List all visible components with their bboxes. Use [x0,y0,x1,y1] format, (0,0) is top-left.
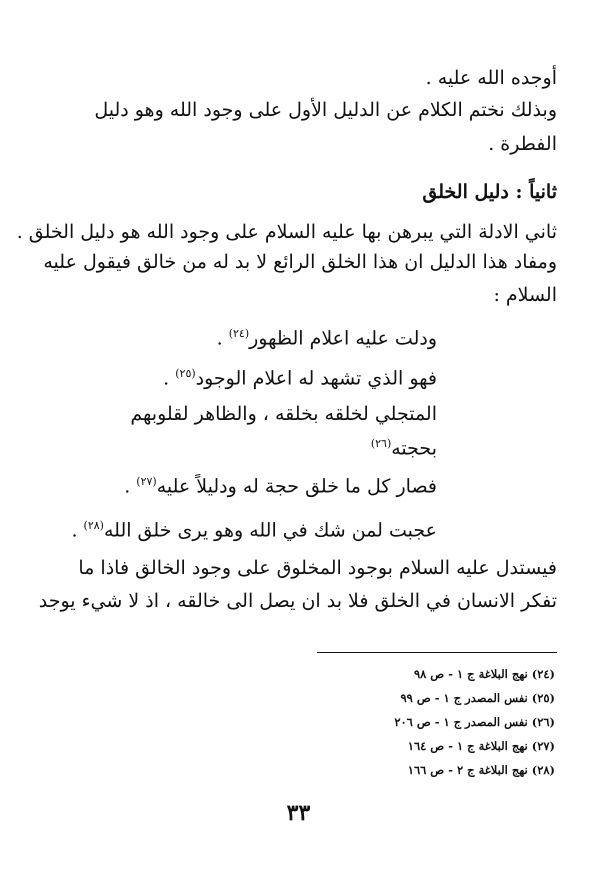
footnote-ref: (٢٤) [228,327,250,340]
quote-text: ودلت عليه اعلام الظهور [249,327,437,350]
quote-text: فصار كل ما خلق حجة له ودليلاً عليه [156,475,437,498]
quote-3 [130,402,437,426]
footnote-28: (٢٨) نهج البلاغة ج ٢ - ص ١٦٦ [407,763,555,777]
body-line-6: السلام : [493,284,557,306]
body-line-4: ثاني الادلة التي يبرهن بها عليه السلام على وجود الله هو دليل الخلق . [16,221,557,243]
footnote-26: (٢٦) نفس المصدر ج ١ - ص ٢٠٦ [394,715,555,729]
footnote-25: (٢٥) نفس المصدر ج ١ - ص ٩٩ [400,691,555,705]
body-line-2: وبذلك نختم الكلام عن الدليل الأول على وجود الله وهو دليل [94,99,557,121]
quote-tail: . [124,475,137,498]
quote-text: المتجلي لخلقه بخلقه ، والظاهر لقلوبهم [130,403,437,425]
footnote-ref: (٢٨) [83,519,104,532]
section-heading: ثانياً : دليل الخلق [422,181,557,203]
footnote-ref: (٢٧) [136,475,157,488]
quote-tail: . [163,367,176,390]
quote-3-continuation [371,432,437,460]
footnote-27: (٢٧) نهج البلاغة ج ١ - ص ١٦٤ [407,739,555,753]
quote-tail: . [216,327,229,350]
quote-tail: . [71,519,84,542]
quote-text: بحجته [391,437,437,460]
footnote-divider [317,652,557,653]
quote-text: عجبت لمن شك في الله وهو يرى خلق الله [103,519,437,542]
quote-text: فهو الذي تشهد له اعلام الوجود [195,367,437,390]
quote-2 [163,362,437,390]
body-line-5: ومفاد هذا الدليل ان هذا الخلق الرائع لا بد له من خالق فيقول عليه [43,251,557,273]
quote-5 [71,514,437,542]
quote-4 [124,470,437,498]
para2-line-2: تفكر الانسان في الخلق فلا بد ان يصل الى خالقه ، اذ لا شيء يوجد [38,590,557,612]
footnote-24: (٢٤) نهج البلاغة ج ١ - ص ٩٨ [413,667,555,681]
footnote-ref: (٢٦) [370,437,392,450]
para2-line-1: فيستدل عليه السلام بوجود المخلوق على وجود الخالق فاذا ما [78,557,557,579]
body-line-1: أوجده الله عليه . [425,67,557,89]
body-line-3: الفطرة . [488,133,557,155]
page-number: ٣٣ [286,800,311,826]
quote-1 [217,322,437,350]
footnote-ref: (٢٥) [175,367,196,380]
